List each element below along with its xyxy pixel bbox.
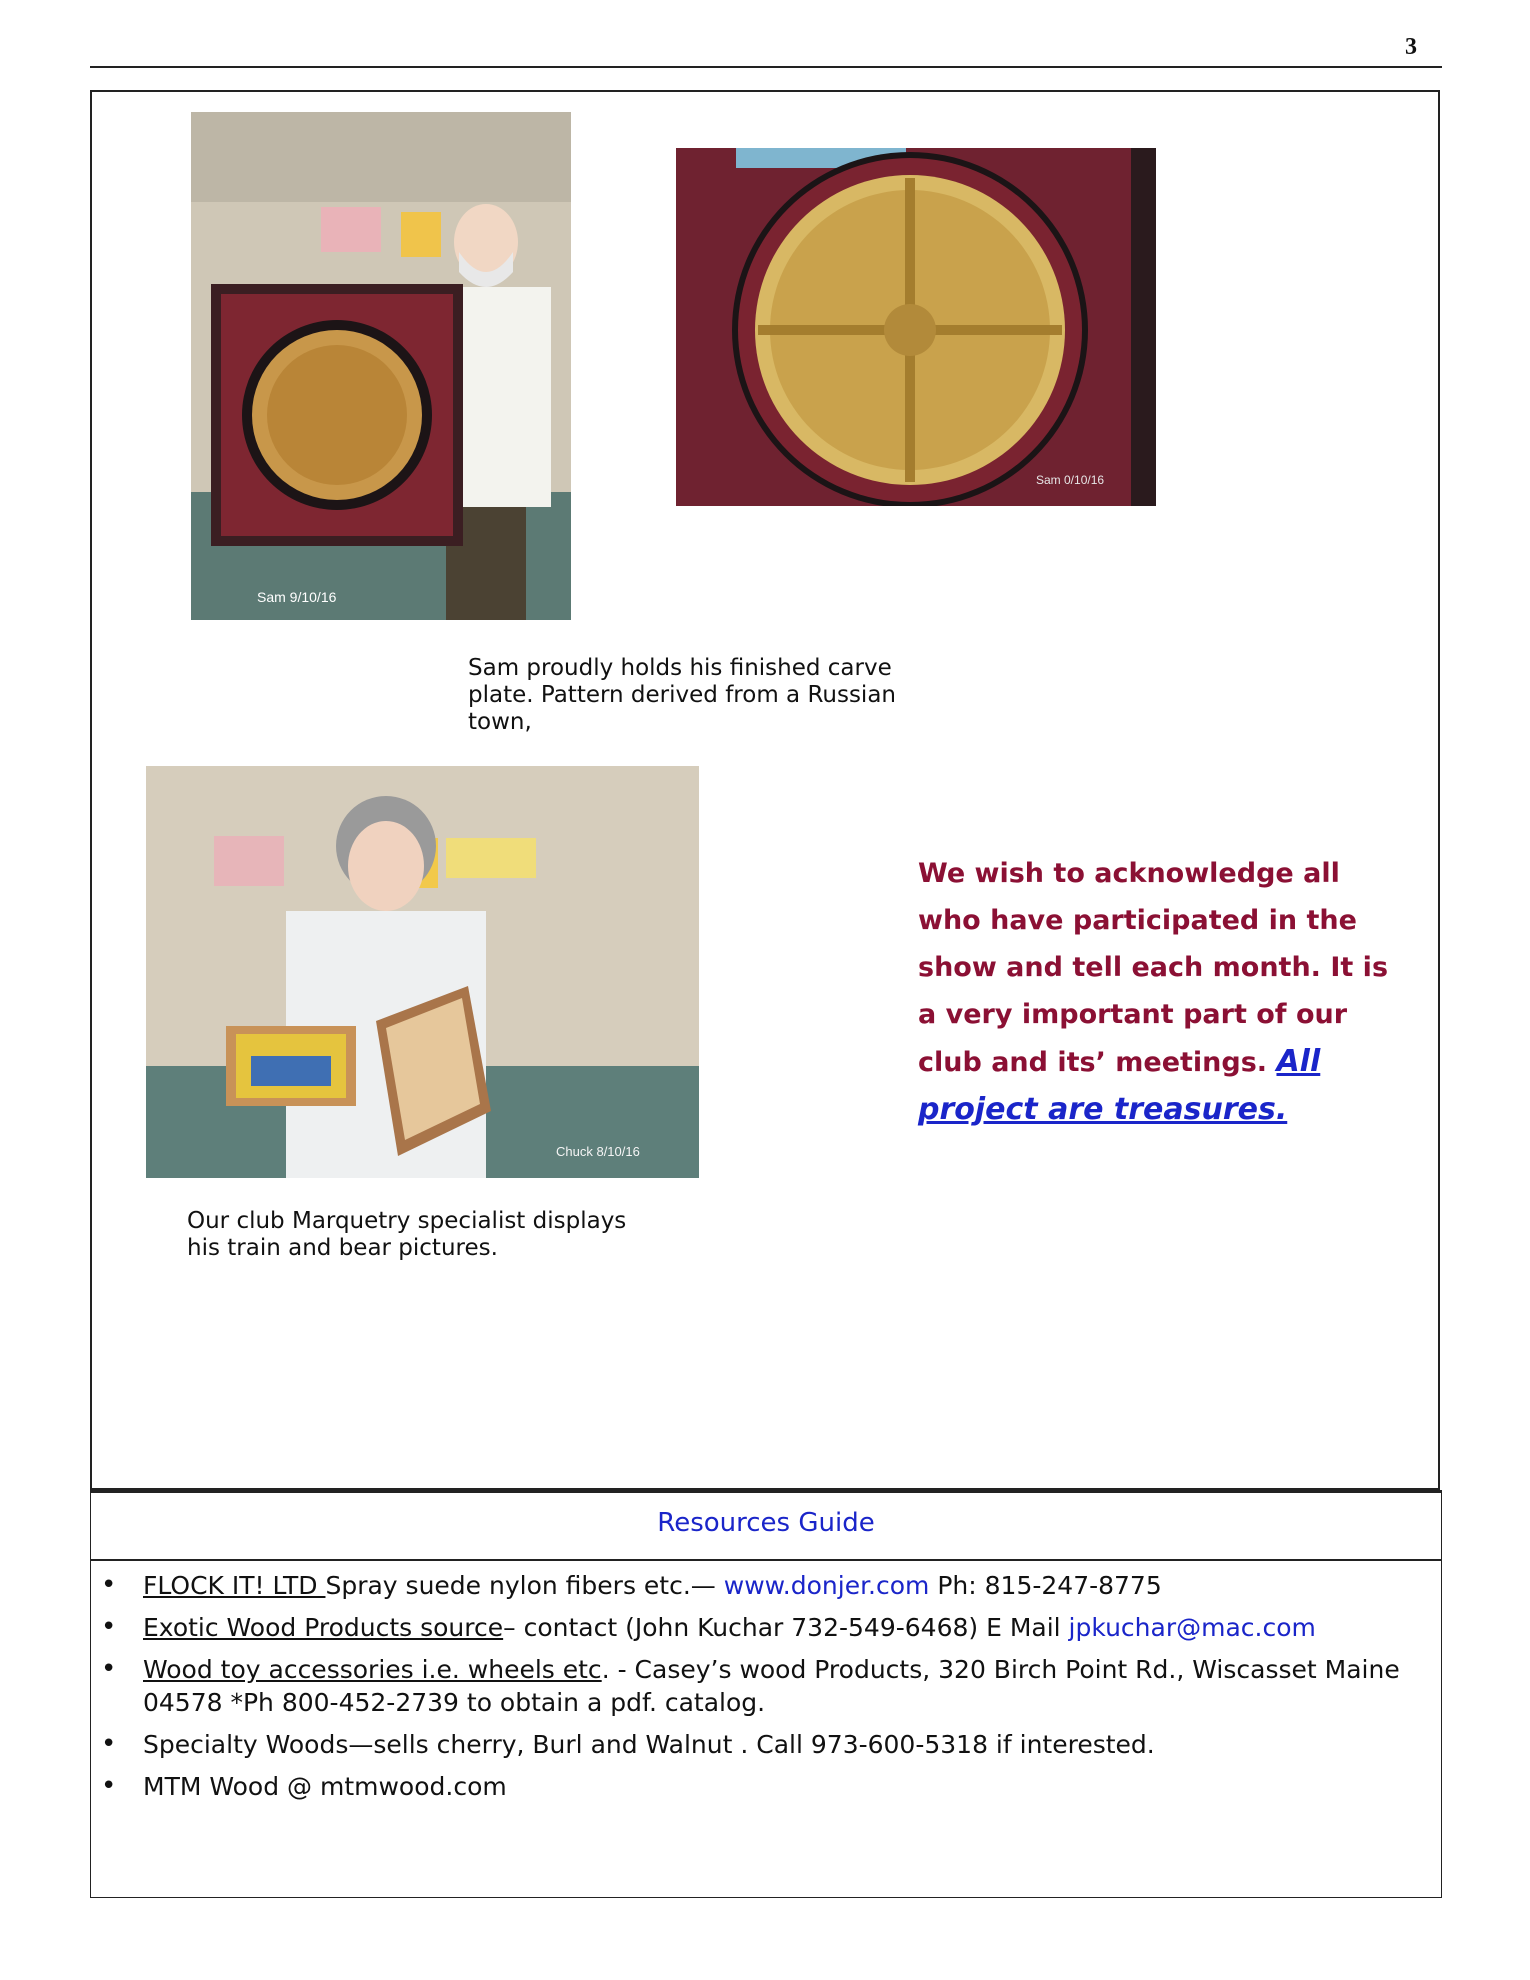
resource-item (91, 1653, 1441, 1719)
resource-desc: MTM Wood @ mtmwood.com (143, 1772, 507, 1801)
resources-title: Resources Guide (91, 1493, 1441, 1561)
photo-plate-closeup (676, 148, 1156, 506)
photo-chuck-illustration (146, 766, 699, 1178)
acknowledgement-block (918, 850, 1388, 1134)
watermark-chuck: Chuck 8/10/16 (556, 1144, 640, 1159)
frame-top-rule (90, 66, 1442, 68)
page-number: 3 (1405, 34, 1417, 60)
resource-name: Exotic Wood Products source (143, 1613, 504, 1642)
caption-sam: Sam proudly holds his finished carve plate. Pattern derived from a Russian town, (468, 655, 896, 735)
resources-box (90, 1490, 1442, 1898)
acknowledgement-text: We wish to acknowledge all who have participated in the show and tell each month. It is a very important part of our club and its’ meetings. (918, 858, 1389, 1078)
resource-tail: Ph: 815-247-8775 (929, 1571, 1162, 1600)
photo-plate-illustration (676, 148, 1156, 506)
resource-item (91, 1728, 1441, 1761)
acknowledgement-emphasis[interactable]: All project are treasures. (918, 1044, 1321, 1127)
photo-chuck-marquetry (146, 766, 699, 1178)
photo-sam-illustration (191, 112, 571, 620)
caption-chuck: Our club Marquetry specialist displays his train and bear pictures. (187, 1208, 627, 1261)
resource-desc: Spray suede nylon fibers etc.— (325, 1571, 724, 1600)
resources-list (91, 1569, 1441, 1812)
resource-item (91, 1770, 1441, 1803)
watermark-plate: Sam 0/10/16 (1036, 473, 1105, 487)
resource-link[interactable]: jpkuchar@mac.com (1068, 1613, 1316, 1642)
resource-item (91, 1569, 1441, 1602)
resource-desc: . - Casey’s wood Products, 320 Birch Point Rd., Wiscasset Maine 04578 *Ph 800-452-2739 to obtain a pdf. catalog. (143, 1655, 1400, 1717)
watermark-sam: Sam 9/10/16 (257, 589, 337, 605)
resource-name: Wood toy accessories i.e. wheels etc (143, 1655, 602, 1684)
resource-desc: Specialty Woods—sells cherry, Burl and Walnut . Call 973-600-5318 if interested. (143, 1730, 1155, 1759)
resource-name: FLOCK IT! LTD (143, 1571, 326, 1600)
resource-item (91, 1611, 1441, 1644)
photo-sam-holding-plate (191, 112, 571, 620)
resource-link[interactable]: www.donjer.com (723, 1571, 930, 1600)
resource-desc: – contact (John Kuchar 732-549-6468) E Mail (503, 1613, 1069, 1642)
